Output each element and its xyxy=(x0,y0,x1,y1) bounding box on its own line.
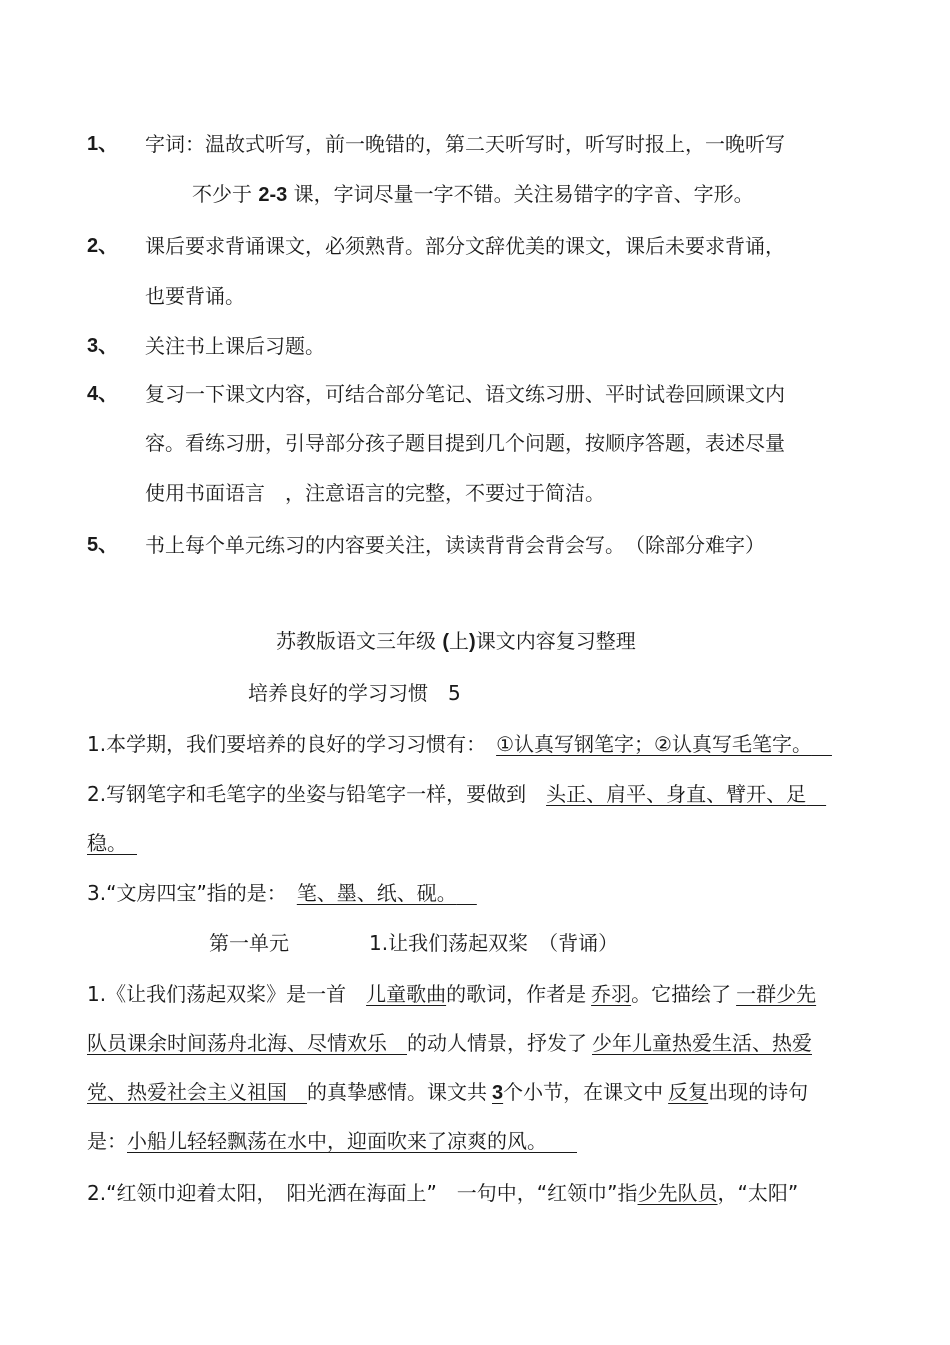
answer-text: 小船儿轻轻飘荡在水中，迎面吹来了凉爽的风。 xyxy=(127,1129,547,1153)
question-text: 出现的诗句 xyxy=(708,1080,809,1104)
answer-text: 头正、肩平、身直、臂开、足 xyxy=(546,782,807,806)
lesson-count: 2-3 xyxy=(258,184,288,206)
title-text: 苏教版语文三年级 xyxy=(276,629,443,653)
answer-blank xyxy=(547,1129,577,1153)
document-title xyxy=(276,628,636,655)
lesson1-question-2 xyxy=(87,1180,798,1206)
lesson1-paragraph-line xyxy=(87,1079,808,1106)
question-text: 1.《让我们荡起双桨》是一首 xyxy=(87,982,367,1006)
question-text: 的真挚感情。课文共 xyxy=(307,1080,487,1104)
question-text: 。它描绘了 xyxy=(631,982,732,1006)
question-text: 是： xyxy=(87,1129,127,1153)
answer-text: 反复 xyxy=(668,1080,709,1104)
lesson1-paragraph-line xyxy=(87,1030,812,1056)
answer-text: 少先队员 xyxy=(637,1181,718,1205)
lesson1-paragraph-line xyxy=(87,1128,577,1154)
answer-text: 3 xyxy=(492,1082,504,1104)
question-1 xyxy=(87,731,832,757)
title-text: 课文内容复习整理 xyxy=(475,629,636,653)
answer-text: 乔羽 xyxy=(591,982,632,1006)
title-paren: ) xyxy=(469,631,476,653)
tip-text: 使用书面语言 ，注意语言的完整，不要过于简洁。 xyxy=(145,481,605,505)
question-text: 1.本学期，我们要培养的良好的学习习惯有： xyxy=(87,732,497,756)
question-text: 的动人情景，抒发了 xyxy=(407,1031,587,1055)
tip-number: 2、 xyxy=(87,235,119,257)
tip-text: 复习一下课文内容，可结合部分笔记、语文练习册、平时试卷回顾课文内 xyxy=(145,382,785,406)
tip-text-continued xyxy=(192,181,754,208)
answer-text: 笔、墨、纸、砚。 xyxy=(296,881,457,905)
tip-text: 书上每个单元练习的内容要关注，读读背背会背会写。 （除部分难字） xyxy=(145,533,765,557)
question-text: 个小节，在课文中 xyxy=(503,1080,664,1104)
section-heading: 培养良好的学习习惯 5 xyxy=(248,681,461,705)
question-text: 3.“文房四宝”指的是： xyxy=(87,881,297,905)
tip-number: 4、 xyxy=(87,383,119,405)
question-2 xyxy=(87,781,826,807)
tip-text: 课后要求背诵课文，必须熟背。部分文辞优美的课文，课后未要求背诵， xyxy=(145,234,785,258)
answer-text: 儿童歌曲 xyxy=(366,982,447,1006)
question-text: 的歌词，作者是 xyxy=(446,982,587,1006)
lesson1-paragraph-line xyxy=(87,981,816,1007)
tip-text: 容。看练习册，引导部分孩子题目提到几个问题，按顺序答题，表述尽量 xyxy=(145,431,785,455)
question-text: 2.写钢笔字和毛笔字的坐姿与铅笔字一样，要做到 xyxy=(87,782,547,806)
tip-text: 课，字词尽量一字不错。关注易错字的字音、字形。 xyxy=(287,182,754,206)
tip-text: 字词：温故式听写，前一晚错的，第二天听写时，听写时报上，一晚听写 xyxy=(145,132,785,156)
unit-heading: 第一单元 1.让我们荡起双桨 （背诵） xyxy=(209,931,619,955)
answer-text: 少年儿童热爱生活、热爱 xyxy=(592,1031,812,1055)
answer-blank xyxy=(127,831,137,855)
question-text: 2.“红领巾迎着太阳， 阳光洒在海面上” 一句中，“红领巾”指 xyxy=(87,1181,638,1205)
answer-text: ①认真写钢笔字；②认真写毛笔字。 xyxy=(496,732,812,756)
answer-text: 党、热爱社会主义祖国 xyxy=(87,1080,307,1104)
answer-blank xyxy=(806,782,826,806)
tip-text: 也要背诵。 xyxy=(145,284,245,308)
question-text: ，“太阳” xyxy=(717,1181,799,1205)
answer-text: 队员课余时间荡舟北海、尽情欢乐 xyxy=(87,1031,407,1055)
answer-blank xyxy=(812,732,832,756)
tip-number: 5、 xyxy=(87,534,119,556)
title-text: 上 xyxy=(449,629,470,653)
answer-text: 稳。 xyxy=(87,831,127,855)
tip-number: 1、 xyxy=(87,133,119,155)
answer-blank xyxy=(457,881,477,905)
question-3 xyxy=(87,880,477,906)
question-2-continued xyxy=(87,830,137,856)
answer-text: 一群少先 xyxy=(736,982,817,1006)
title-paren: ( xyxy=(442,631,450,653)
tip-text: 关注书上课后习题。 xyxy=(145,334,325,358)
tip-number: 3、 xyxy=(87,335,119,357)
tip-text: 不少于 xyxy=(192,182,259,206)
